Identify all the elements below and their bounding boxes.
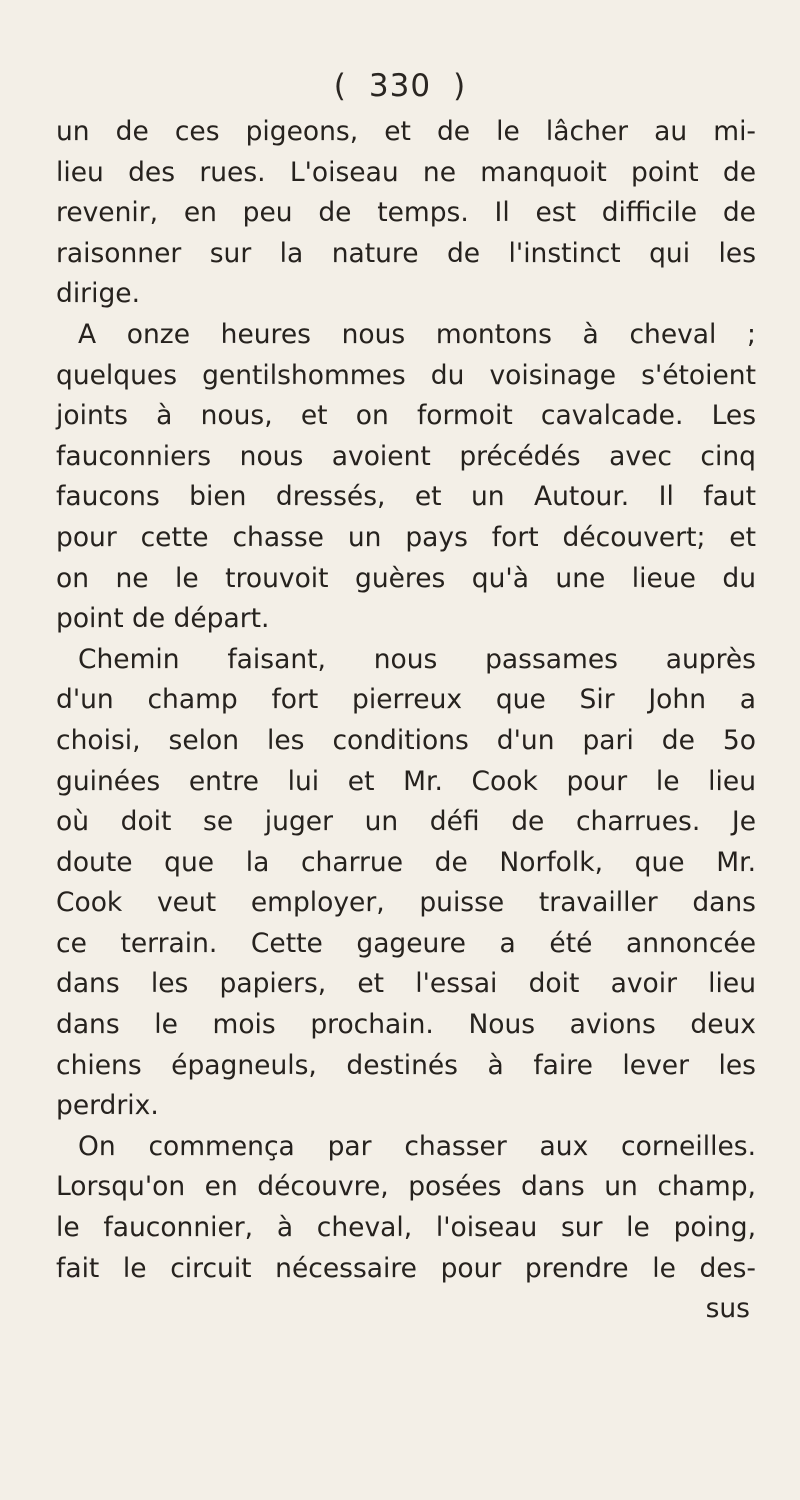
text-line: lieu des rues. L'oiseau ne manquoit point de: [56, 156, 756, 188]
text-line: Cook veut employer, puisse travailler dans: [56, 887, 756, 919]
text-line: dans les papiers, et l'essai doit avoir lieu: [56, 968, 756, 1000]
text-line: revenir, en peu de temps. Il est difficile de: [56, 197, 756, 229]
text-line: où doit se juger un défi de charrues. Je: [56, 806, 756, 838]
text-line: choisi, selon les conditions d'un pari de 5o: [56, 724, 756, 756]
text-line: dans le mois prochain. Nous avions deux: [56, 1009, 756, 1041]
text-line: A onze heures nous montons à cheval ;: [78, 318, 756, 350]
text-line: faucons bien dressés, et un Autour. Il faut: [56, 481, 756, 513]
page-header: [0, 68, 800, 104]
text-line: fait le circuit nécessaire pour prendre le des-: [56, 1252, 756, 1284]
header-open-paren: (: [333, 68, 347, 104]
text-line: Chemin faisant, nous passames auprès: [78, 643, 756, 675]
text-line: On commença par chasser aux corneilles.: [78, 1130, 756, 1162]
page-number: 330: [368, 68, 432, 104]
text-line: guinées entre lui et Mr. Cook pour le lieu: [56, 765, 756, 797]
text-line: doute que la charrue de Norfolk, que Mr.: [56, 846, 756, 878]
text-line: Lorsqu'on en découvre, posées dans un champ,: [56, 1171, 756, 1203]
text-line: perdrix.: [56, 1090, 159, 1122]
text-line: pour cette chasse un pays fort découvert; et: [56, 521, 756, 553]
text-line: un de ces pigeons, et de le lâcher au mi-: [56, 116, 756, 147]
text-line: chiens épagneuls, destinés à faire lever les: [56, 1049, 756, 1081]
text-line: d'un champ fort pierreux que Sir John a: [56, 684, 756, 716]
text-line: quelques gentilshommes du voisinage s'étoient: [56, 359, 756, 391]
text-line: dirige.: [56, 278, 140, 310]
header-close-paren: ): [453, 68, 467, 104]
text-line: joints à nous, et on formoit cavalcade. Les: [56, 400, 756, 432]
catchword: sus: [705, 1293, 750, 1325]
text-line: raisonner sur la nature de l'instinct qui les: [56, 237, 756, 269]
text-line: le fauconnier, à cheval, l'oiseau sur le poing,: [56, 1212, 756, 1244]
text-line: fauconniers nous avoient précédés avec cinq: [56, 440, 756, 472]
text-line: point de départ.: [56, 603, 270, 635]
body-text: [56, 112, 756, 1330]
text-line: ce terrain. Cette gageure a été annoncée: [56, 927, 756, 959]
text-line: on ne le trouvoit guères qu'à une lieue du: [56, 562, 756, 594]
